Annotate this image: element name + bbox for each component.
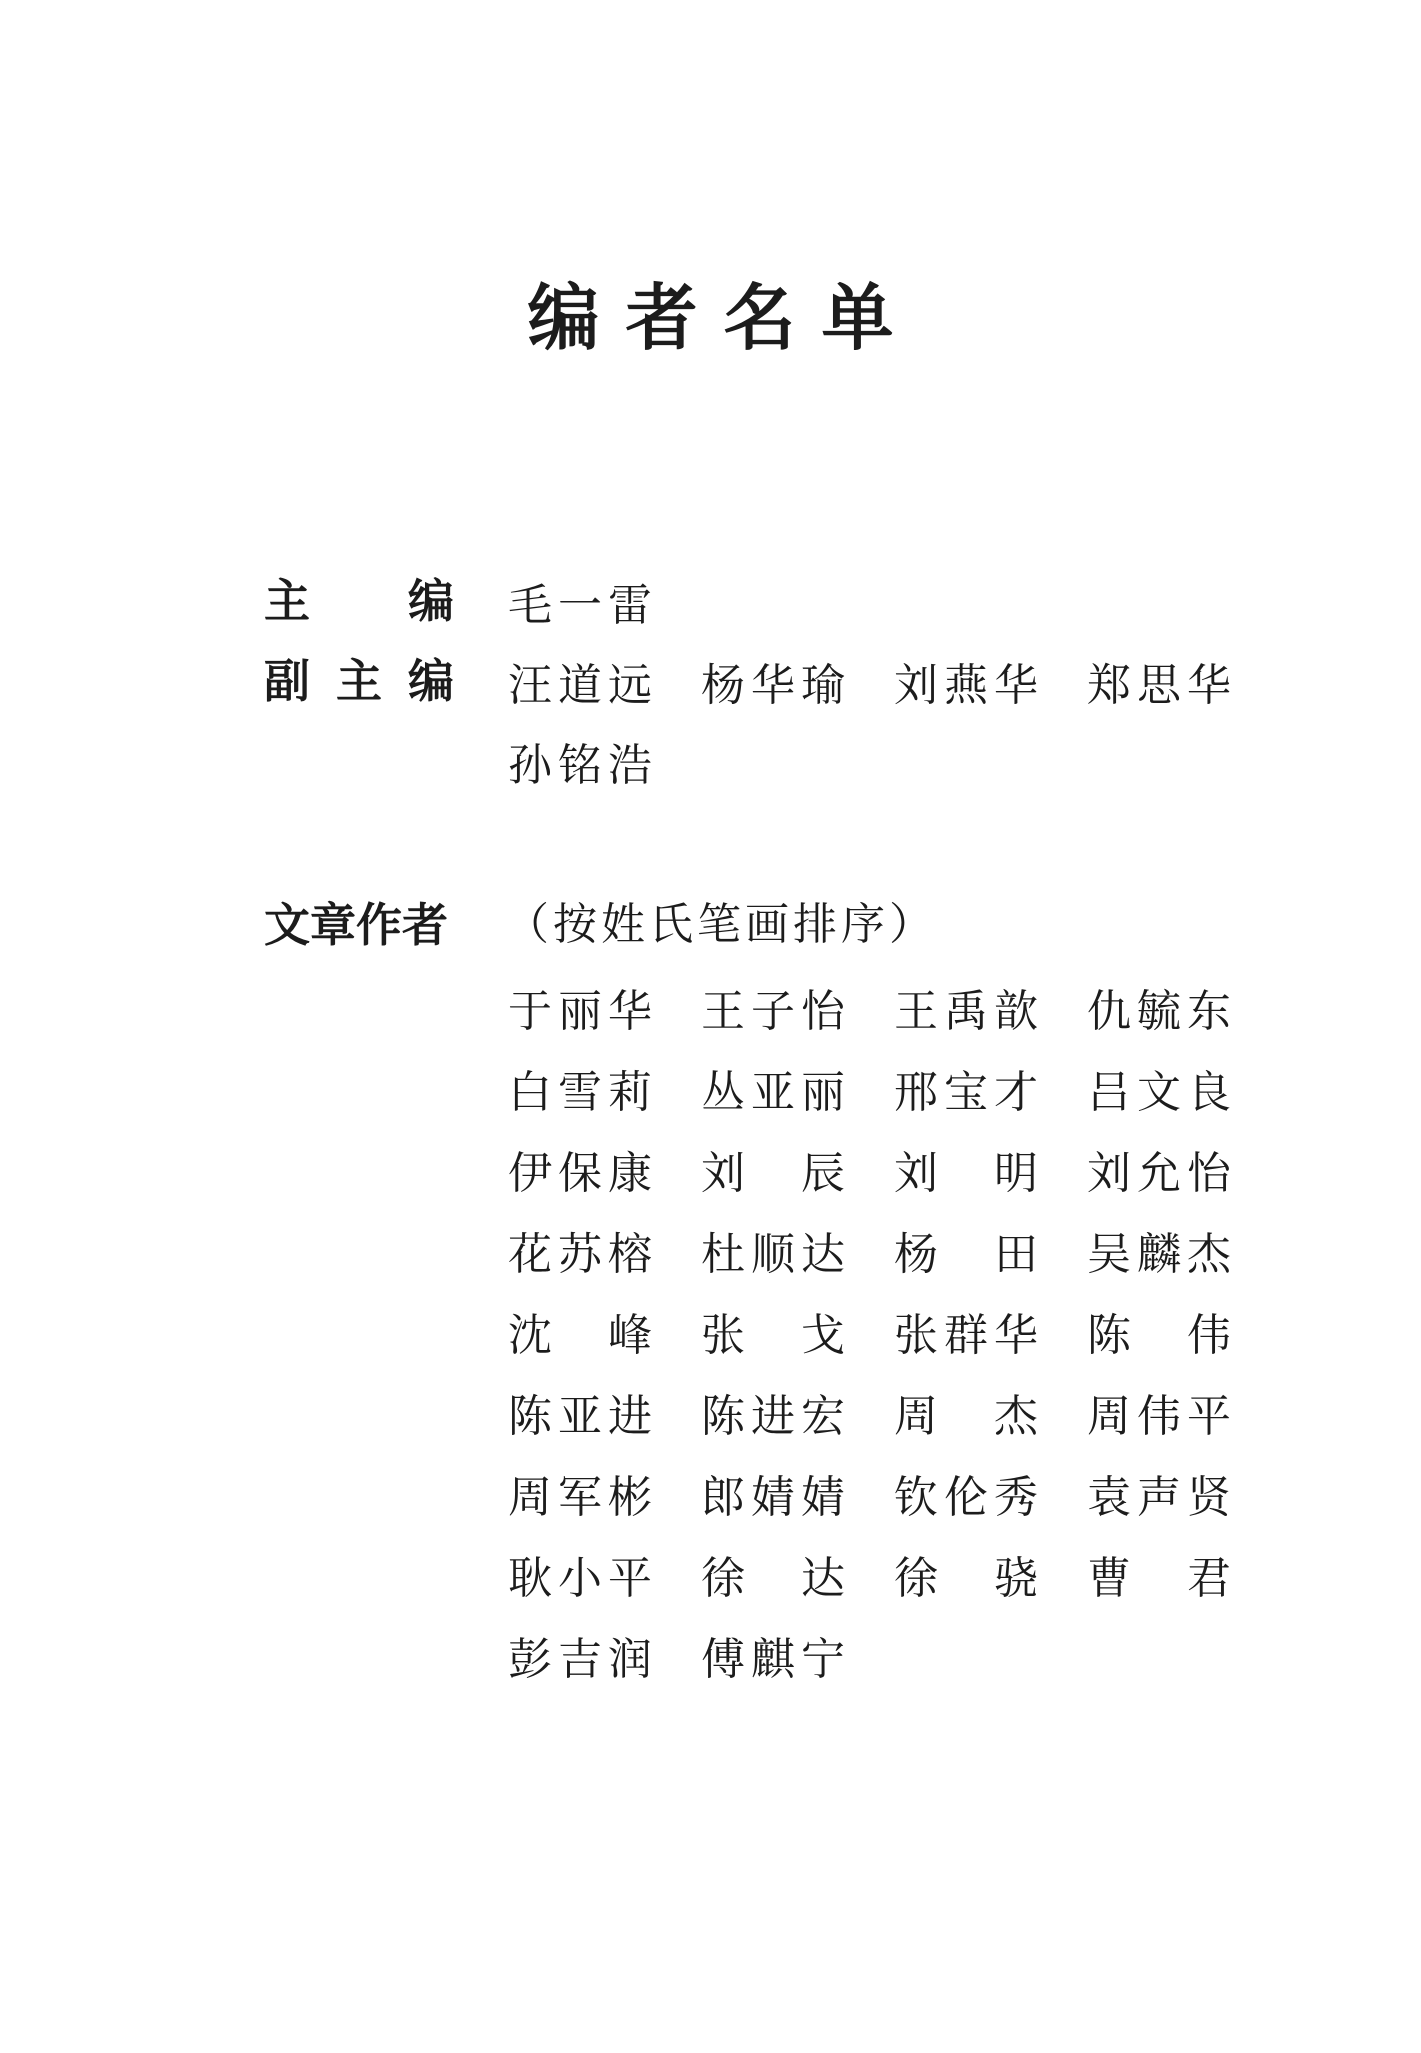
sort-order-note: （按姓氏笔画排序） [505,899,937,950]
person-name: 刘 辰 [701,1148,845,1199]
person-name: 周 伟 平 [1087,1391,1231,1442]
name-row [508,966,1288,1048]
person-name: 刘 允 怡 [1087,1148,1231,1199]
person-name: 陈 伟 [1087,1310,1231,1361]
name-row [508,640,1288,722]
editor-in-chief-names [508,560,1288,642]
person-name: 王 子 怡 [701,986,845,1037]
person-name: 吴 麟 杰 [1087,1229,1231,1280]
person-name: 钦 伦 秀 [894,1472,1038,1523]
person-name: 杨 华 瑜 [701,660,845,711]
person-name: 张 群 华 [894,1310,1038,1361]
name-row [508,1452,1288,1534]
person-name: 王 禹 歆 [894,986,1038,1037]
person-name: 花 苏 榕 [508,1229,652,1280]
person-name: 周 军 彬 [508,1472,652,1523]
person-name: 毛 一 雷 [508,580,652,631]
person-name: 徐 达 [701,1553,845,1604]
name-row [508,1371,1288,1453]
authors-label: 文章作者 [264,898,448,952]
person-name: 郑 思 华 [1087,660,1231,711]
name-row [508,1614,1288,1696]
name-row [508,1290,1288,1372]
name-row [508,1209,1288,1291]
person-name: 刘 燕 华 [894,660,1038,711]
person-name: 沈 峰 [508,1310,652,1361]
name-row [508,720,1288,802]
deputy-editor-label: 副 主 编 [264,654,454,708]
person-name: 彭 吉 润 [508,1634,652,1685]
person-name: 杜 顺 达 [701,1229,845,1280]
person-name: 郎 婧 婧 [701,1472,845,1523]
person-name: 陈 进 宏 [701,1391,845,1442]
person-name: 孙 铭 浩 [508,740,652,791]
person-name: 徐 骁 [894,1553,1038,1604]
person-name: 白 雪 莉 [508,1067,652,1118]
person-name: 傅 麒 宁 [701,1634,845,1685]
person-name: 张 戈 [701,1310,845,1361]
editor-in-chief-label: 主 编 [264,574,454,628]
person-name: 周 杰 [894,1391,1038,1442]
person-name: 丛 亚 丽 [701,1067,845,1118]
person-name: 邢 宝 才 [894,1067,1038,1118]
person-name: 于 丽 华 [508,986,652,1037]
person-name: 汪 道 远 [508,660,652,711]
person-name: 杨 田 [894,1229,1038,1280]
person-name: 耿 小 平 [508,1553,652,1604]
person-name: 曹 君 [1087,1553,1231,1604]
name-row [508,1128,1288,1210]
page-title: 编者名单 [527,275,920,360]
person-name: 袁 声 贤 [1087,1472,1231,1523]
name-row [508,1047,1288,1129]
person-name: 伊 保 康 [508,1148,652,1199]
person-name: 吕 文 良 [1087,1067,1231,1118]
person-name: 陈 亚 进 [508,1391,652,1442]
person-name: 刘 明 [894,1148,1038,1199]
name-row [508,1533,1288,1615]
person-name: 仇 毓 东 [1087,986,1231,1037]
